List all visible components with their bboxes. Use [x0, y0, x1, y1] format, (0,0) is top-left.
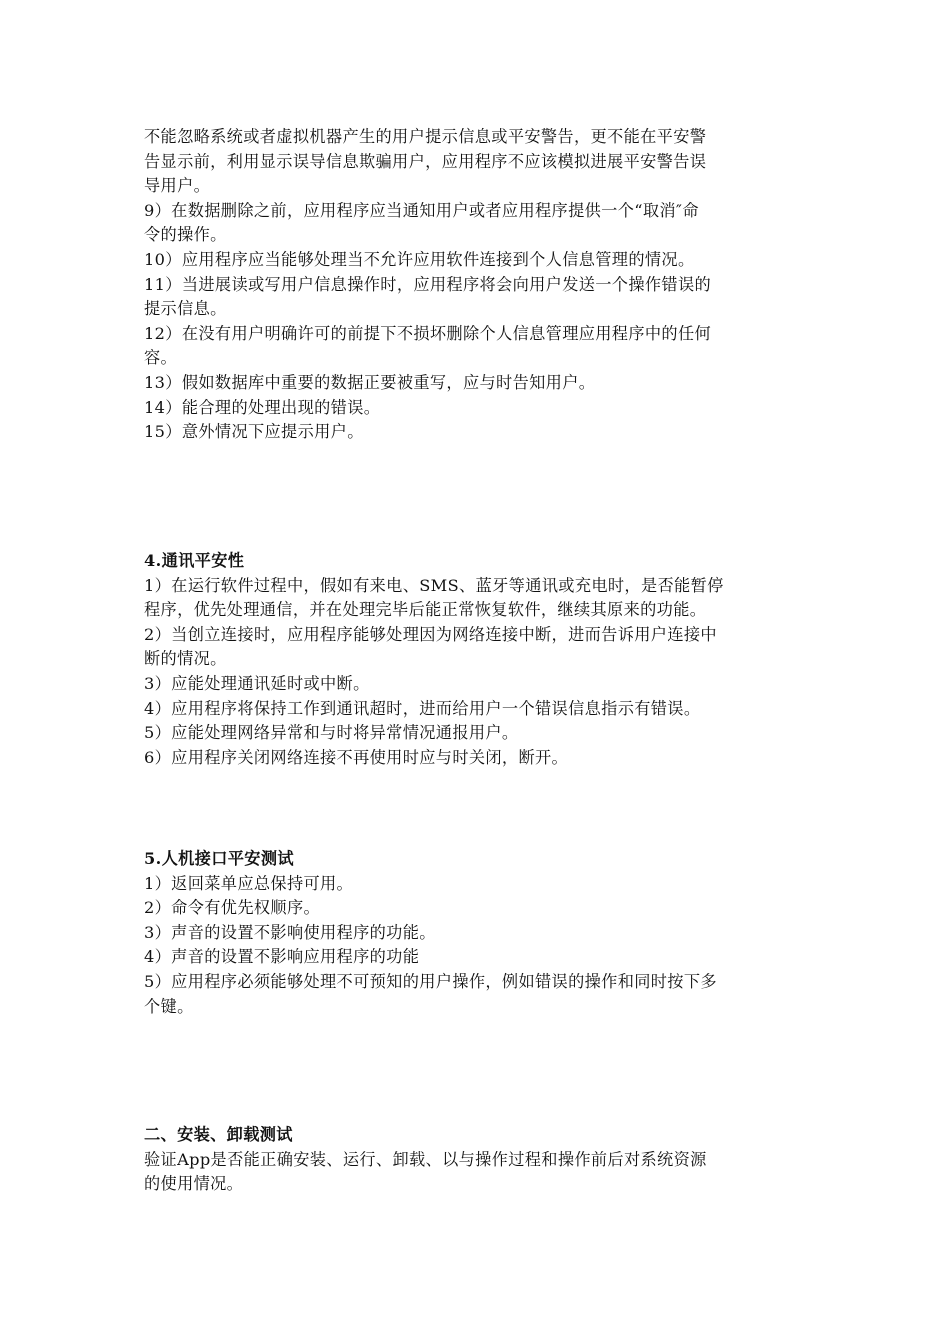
- section-heading: 4.通讯平安性: [144, 551, 245, 570]
- comm-security-section: [144, 549, 810, 770]
- text-line: 1）在运行软件过程中，假如有来电、SMS、蓝牙等通讯或充电时，是否能暂停: [144, 575, 724, 595]
- text-line: 1）返回菜单应总保持可用。: [144, 873, 354, 893]
- section-heading: 二、安装、卸载测试: [144, 1125, 293, 1144]
- text-line: 3）应能处理通讯延时或中断。: [144, 673, 370, 693]
- text-line: 9）在数据删除之前，应用程序应当通知用户或者应用程序提供一个“取消″命: [144, 200, 699, 220]
- text-line: 程序，优先处理通信，并在处理完毕后能正常恢复软件，继续其原来的功能。: [144, 600, 707, 620]
- section-heading: 5.人机接口平安测试: [144, 849, 294, 868]
- text-line: 验证App是否能正确安装、运行、卸载、以与操作过程和操作前后对系统资源: [144, 1149, 707, 1169]
- text-line: 令的操作。: [144, 225, 227, 245]
- text-line: 4）应用程序将保持工作到通讯超时，进而给用户一个错误信息指示有错误。: [144, 698, 701, 718]
- text-line: 2）命令有优先权顺序。: [144, 898, 321, 918]
- text-line: 导用户。: [144, 176, 211, 196]
- text-line: 5）应能处理网络异常和与时将异常情况通报用户。: [144, 723, 519, 743]
- text-line: 13）假如数据库中重要的数据正要被重写，应与时告知用户。: [144, 372, 596, 392]
- text-line: 6）应用程序关闭网络连接不再使用时应与时关闭，断开。: [144, 747, 569, 767]
- text-line: 个键。: [144, 996, 194, 1016]
- text-line: 的使用情况。: [144, 1174, 244, 1194]
- text-line: 断的情况。: [144, 649, 227, 669]
- hmi-security-section: [144, 847, 810, 1019]
- text-line: 14）能合理的处理出现的错误。: [144, 397, 381, 417]
- install-test-section: [144, 1123, 810, 1197]
- text-line: 15）意外情况下应提示用户。: [144, 422, 364, 442]
- text-line: 5）应用程序必须能够处理不可预知的用户操作，例如错误的操作和同时按下多: [144, 971, 717, 991]
- text-line: 11）当进展读或写用户信息操作时，应用程序将会向用户发送一个操作错误的: [144, 274, 712, 294]
- text-line: 告显示前，利用显示误导信息欺骗用户，应用程序不应该模拟进展平安警告误: [144, 151, 707, 171]
- text-line: 4）声音的设置不影响应用程序的功能: [144, 947, 420, 967]
- text-line: 2）当创立连接时，应用程序能够处理因为网络连接中断，进而告诉用户连接中: [144, 624, 717, 644]
- text-line: 3）声音的设置不影响使用程序的功能。: [144, 922, 436, 942]
- text-line: 容。: [144, 348, 178, 368]
- text-line: 提示信息。: [144, 299, 227, 319]
- text-line: 10）应用程序应当能够处理当不允许应用软件连接到个人信息管理的情况。: [144, 249, 695, 269]
- text-line: 12）在没有用户明确许可的前提下不损坏删除个人信息管理应用程序中的任何: [144, 323, 712, 343]
- text-line: 不能忽略系统或者虚拟机器产生的用户提示信息或平安警告，更不能在平安警: [144, 127, 707, 146]
- intro-paragraphs: [144, 125, 810, 445]
